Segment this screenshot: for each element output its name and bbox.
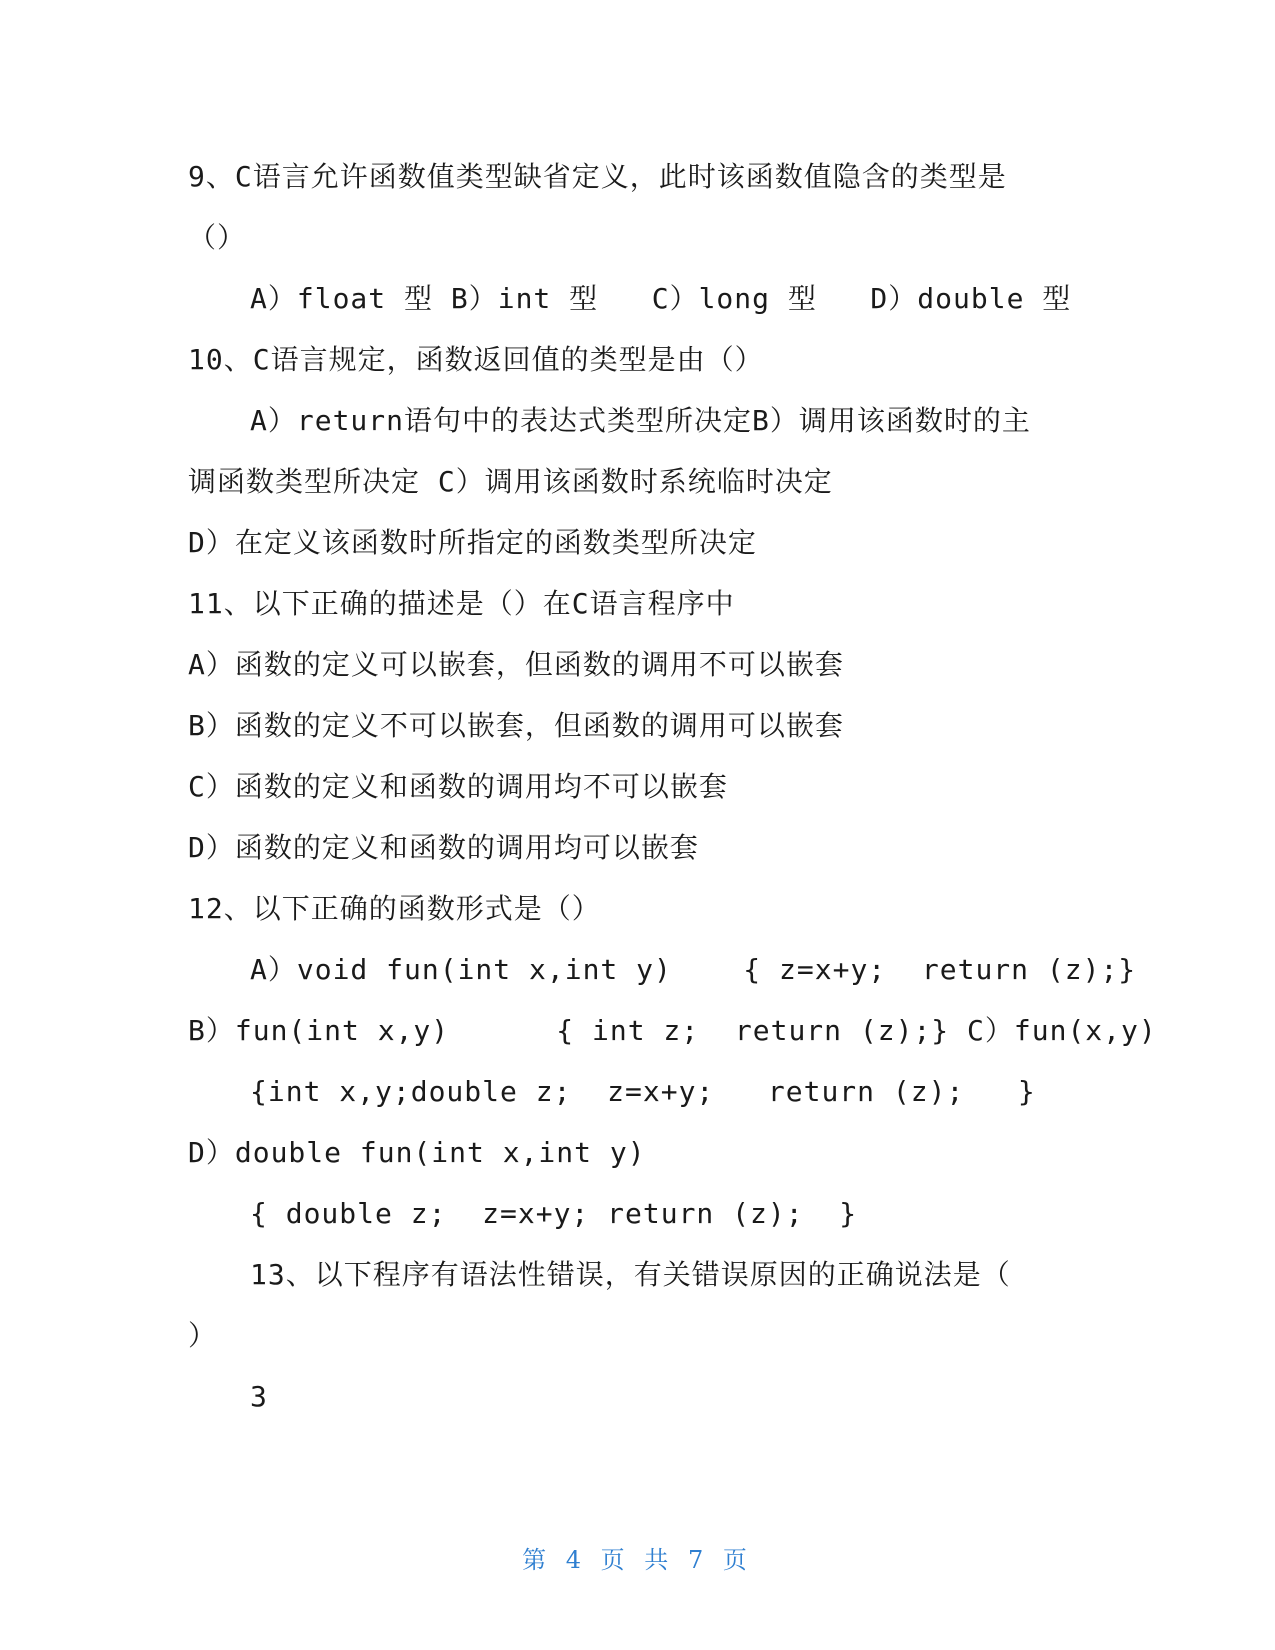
text-line: A）void fun(int x,int y) { z=x+y; return (z);} xyxy=(250,953,1137,986)
text-line: 3 xyxy=(250,1380,268,1413)
page-footer: 第 4 页 共 7 页 xyxy=(522,1546,753,1574)
text-line: { double z; z=x+y; return (z); } xyxy=(250,1197,858,1230)
text-line: D）double fun(int x,int y) xyxy=(188,1136,646,1169)
text-line: 11、以下正确的描述是（）在C语言程序中 xyxy=(188,587,735,620)
text-line: ） xyxy=(188,1319,218,1352)
text-line: 13、以下程序有语法性错误，有关错误原因的正确说法是（ xyxy=(250,1258,1011,1291)
text-line: C）函数的定义和函数的调用均不可以嵌套 xyxy=(188,770,728,803)
text-line: A）return语句中的表达式类型所决定B）调用该函数时的主 xyxy=(250,404,1031,437)
text-line: B）函数的定义不可以嵌套，但函数的调用可以嵌套 xyxy=(188,709,844,742)
text-line: 9、C语言允许函数值类型缺省定义，此时该函数值隐含的类型是 xyxy=(188,160,1007,193)
text-line: 12、以下正确的函数形式是（） xyxy=(188,892,601,925)
text-line: D）函数的定义和函数的调用均可以嵌套 xyxy=(188,831,699,864)
text-line: A）float 型 B）int 型 C）long 型 D）double 型 xyxy=(250,282,1072,315)
text-line: D）在定义该函数时所指定的函数类型所决定 xyxy=(188,526,757,559)
text-line: {int x,y;double z; z=x+y; return (z); } xyxy=(250,1075,1036,1108)
text-line: （） xyxy=(188,221,247,254)
text-line: B）fun(int x,y) { int z; return (z);} C）fun(x,y) xyxy=(188,1014,1157,1047)
text-line: A）函数的定义可以嵌套，但函数的调用不可以嵌套 xyxy=(188,648,844,681)
text-line: 10、C语言规定，函数返回值的类型是由（） xyxy=(188,343,764,376)
page-content xyxy=(188,146,1157,1427)
text-line: 调函数类型所决定 C）调用该函数时系统临时决定 xyxy=(188,465,833,498)
